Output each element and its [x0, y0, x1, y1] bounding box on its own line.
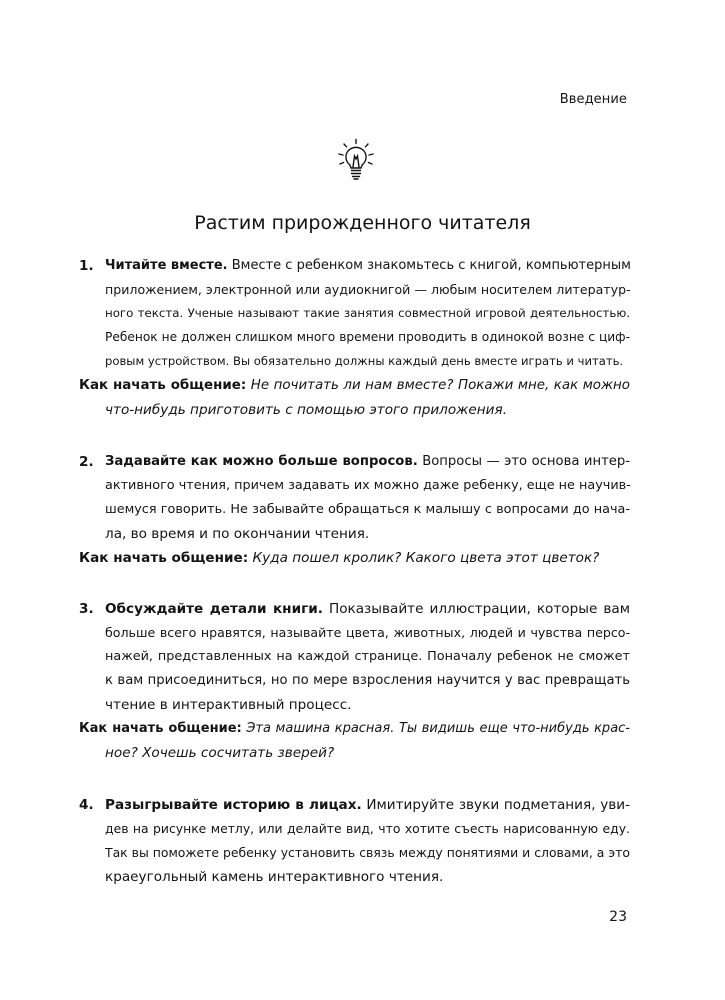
- prompt-label: Как начать общение:: [79, 550, 249, 566]
- tip-text-line: чтение в интерактивный процесс.: [105, 697, 352, 713]
- prompt-text: Не почитать ли нам вместе? Покажи мне, как можно: [250, 378, 630, 393]
- prompt-line: [79, 721, 630, 736]
- tip-number: 4.: [79, 797, 94, 813]
- page-number: 23: [609, 909, 627, 925]
- light-bulb-icon: [336, 138, 376, 184]
- tip-text-line: дев на рисунке метлу, или делайте вид, что хотите съесть нарисованную еду.: [105, 821, 630, 836]
- tip-first-line: [105, 258, 630, 273]
- prompt-text: Эта машина красная. Ты видишь еще что-нибудь крас-: [246, 721, 630, 736]
- tip-number: 2.: [79, 454, 94, 470]
- running-header: Введение: [559, 92, 627, 107]
- tip-text-line: Ребенок не должен слишком много времени проводить в одинокой возне с циф-: [105, 330, 630, 344]
- prompt-line: [79, 378, 630, 393]
- tip-title: Обсуждайте детали книги.: [105, 601, 323, 617]
- prompt-text-line: что-нибудь приготовить с помощью этого приложения.: [105, 402, 508, 418]
- tip-text-line: ла, во время и по окончании чтения.: [105, 526, 370, 542]
- tip-text: Показывайте иллюстрации, которые вам: [328, 601, 630, 617]
- tip-first-line: [105, 797, 630, 813]
- section-title: Растим прирожденного читателя: [194, 212, 531, 234]
- prompt-line: [79, 550, 599, 566]
- tip-title: Задавайте как можно больше вопросов.: [105, 454, 418, 469]
- tip-title: Читайте вместе.: [105, 258, 228, 273]
- tip-text-line: краеугольный камень интерактивного чтения.: [105, 869, 444, 885]
- tip-number: 3.: [79, 601, 94, 617]
- tip-number: 1.: [79, 258, 94, 274]
- tip-text-line: Так вы поможете ребенку установить связь между понятиями и словами, а это: [105, 845, 630, 860]
- tip-text: Вместе с ребенком знакомьтесь с книгой, компьютерным: [231, 258, 631, 273]
- tip-text-line: нажей, представленных на каждой странице. Поначалу ребенок не сможет: [105, 649, 630, 664]
- tip-text-line: к вам присоединиться, но по мере взросления научится у вас превращать: [105, 673, 630, 688]
- tip-text: Вопросы — это основа интер-: [422, 454, 631, 469]
- tip-text-line: приложением, электронной или аудиокнигой — любым носителем литератур-: [105, 282, 631, 297]
- prompt-text: Куда пошел кролик? Какого цвета этот цветок?: [252, 550, 600, 566]
- tip-title: Разыгрывайте историю в лицах.: [105, 797, 362, 813]
- tip-text-line: ровым устройством. Вы обязательно должны каждый день вместе играть и читать.: [105, 354, 624, 368]
- tip-text-line: активного чтения, причем задавать их можно даже ребенку, еще не научив-: [105, 478, 631, 493]
- prompt-label: Как начать общение:: [79, 721, 242, 736]
- tip-first-line: [105, 601, 630, 617]
- prompt-text-line: ное? Хочешь сосчитать зверей?: [105, 745, 335, 761]
- tip-first-line: [105, 454, 630, 469]
- tip-text-line: шемуся говорить. Не забывайте обращаться к малышу с вопросами до нача-: [105, 502, 630, 517]
- tip-text-line: ного текста. Ученые называют такие занятия совместной игровой деятельностью.: [105, 306, 630, 320]
- tip-text: Имитируйте звуки подметания, уви-: [366, 797, 630, 813]
- prompt-label: Как начать общение:: [79, 378, 247, 393]
- tip-text-line: больше всего нравятся, называйте цвета, животных, людей и чувства персо-: [105, 625, 630, 640]
